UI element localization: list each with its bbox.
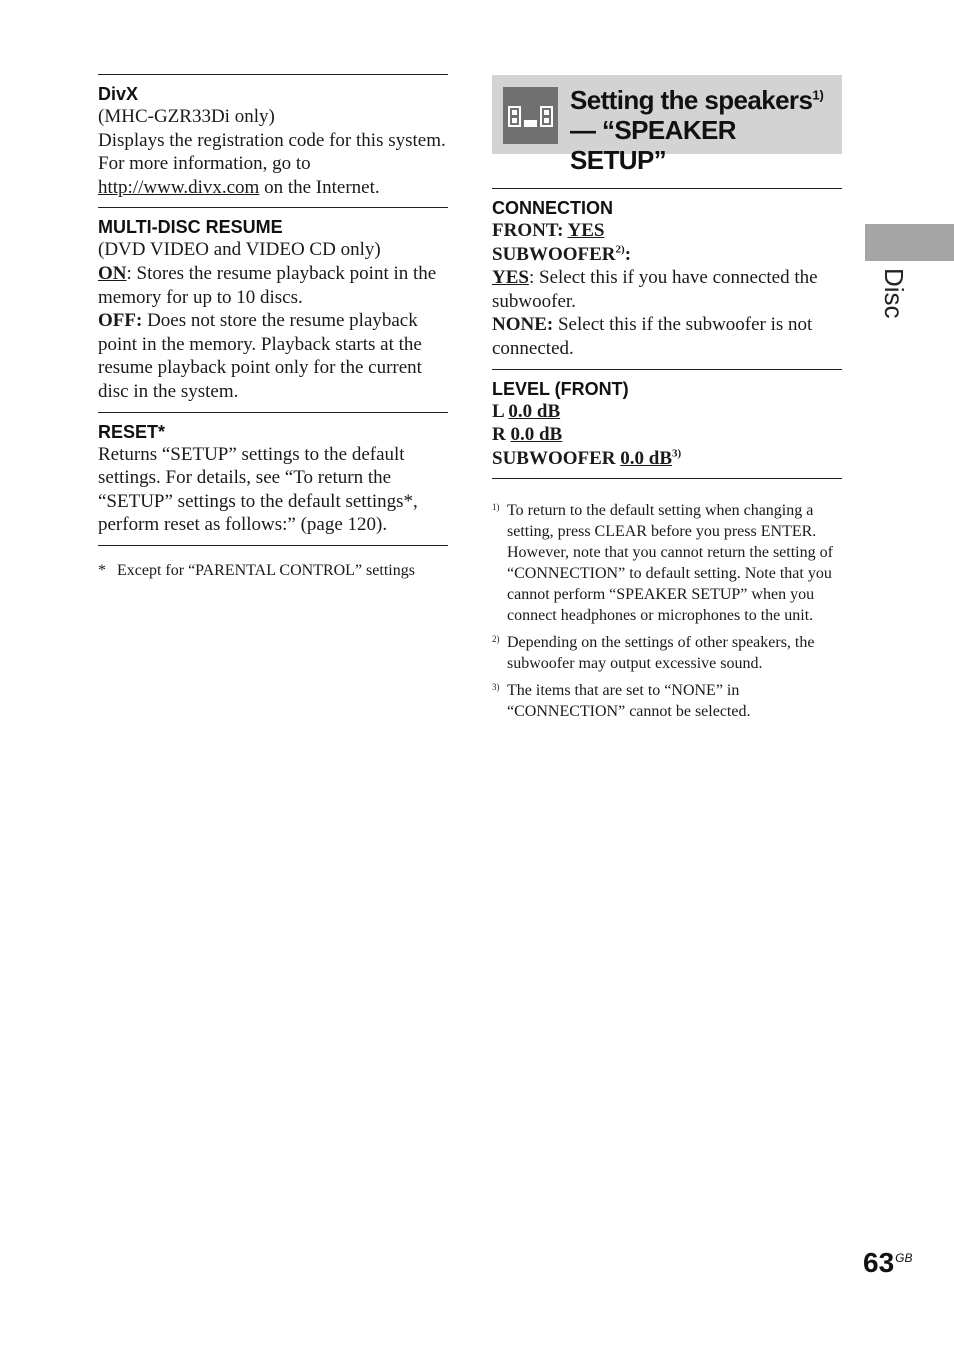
reset-section	[98, 412, 448, 546]
page-number-value: 63	[863, 1247, 895, 1278]
page-number	[863, 1247, 913, 1279]
footnote-1-mark: 1)	[492, 502, 500, 512]
front-label: FRONT:	[492, 220, 568, 241]
level-sub-footnote-ref: 3)	[672, 447, 682, 460]
multidisc-scope: (DVD VIDEO and VIDEO CD only)	[98, 239, 381, 261]
none-label: NONE:	[492, 314, 554, 336]
reset-description: Returns “SETUP” settings to the default settings. For details, see “To return the “SETUP” settings to the default settings*, perform reset as follows:” (page 120).	[98, 443, 418, 536]
footnote-mark: *	[98, 561, 106, 579]
on-default-label: ON	[98, 262, 127, 284]
connection-none-option	[492, 313, 842, 360]
divx-heading: DivX	[98, 84, 139, 104]
level-r-value: 0.0 dB	[510, 424, 563, 446]
chapter-tab-marker	[865, 224, 954, 261]
none-description: Select this if the subwoofer is not connected.	[492, 314, 813, 359]
multidisc-on-option	[98, 262, 448, 309]
footnote-1	[492, 500, 842, 626]
level-l-value: 0.0 dB	[508, 400, 561, 422]
reset-heading: RESET*	[98, 421, 166, 442]
multidisc-section	[98, 207, 448, 411]
reset-footnote	[98, 546, 448, 581]
section-title-box	[492, 75, 842, 175]
yes-label: YES	[492, 267, 529, 289]
divx-section	[98, 74, 448, 207]
footnote-3-mark: 3)	[492, 682, 500, 692]
chapter-tab-label: Disc	[879, 268, 909, 319]
connection-heading: CONNECTION	[492, 198, 613, 218]
level-right	[492, 423, 842, 447]
divx-more-info	[98, 152, 448, 199]
title-text: Setting the speakers	[570, 85, 813, 115]
right-column	[492, 188, 842, 479]
level-sub-value: 0.0 dB	[620, 447, 673, 469]
level-left	[492, 400, 842, 424]
divx-link[interactable]: http://www.divx.com	[98, 176, 260, 198]
left-speaker-icon	[508, 106, 521, 127]
divx-description: Displays the registration code for this system.	[98, 129, 446, 151]
page-region-suffix: GB	[895, 1250, 913, 1265]
level-subwoofer	[492, 447, 842, 471]
off-description: Does not store the resume playback point in the memory. Playback starts at the resume playback point only for the current disc in the system.	[98, 310, 422, 402]
level-section	[492, 369, 842, 480]
off-label: OFF:	[98, 310, 143, 332]
connection-yes-option	[492, 266, 842, 313]
connection-subwoofer	[492, 243, 842, 267]
level-sub-label: SUBWOOFER	[492, 447, 621, 469]
level-l-label: L	[492, 400, 509, 422]
right-speaker-icon	[540, 106, 553, 127]
footnote-text: Except for “PARENTAL CONTROL” settings	[117, 561, 415, 579]
connection-section	[492, 188, 842, 369]
subwoofer-label: SUBWOOFER	[492, 243, 616, 265]
level-heading: LEVEL (FRONT)	[492, 378, 629, 399]
yes-description: : Select this if you have connected the subwoofer.	[492, 267, 818, 312]
footnote-2-text: Depending on the settings of other speakers, the subwoofer may output excessive sound.	[507, 634, 815, 672]
left-column	[98, 74, 448, 581]
footnote-3-text: The items that are set to “NONE” in “CONNECTION” cannot be selected.	[507, 682, 751, 720]
title-line-1	[570, 85, 838, 115]
subwoofer-colon: :	[624, 243, 632, 265]
subwoofer-footnote-ref: 2)	[615, 243, 625, 256]
level-r-label: R	[492, 424, 511, 446]
divx-more-info-post: on the Internet.	[259, 176, 380, 198]
main-unit-icon	[524, 120, 537, 127]
footnote-3	[492, 680, 842, 722]
connection-front	[492, 219, 842, 243]
front-value: YES	[567, 220, 605, 241]
multidisc-heading: MULTI-DISC RESUME	[98, 217, 283, 238]
divx-more-info-pre: For more information, go to	[98, 153, 311, 175]
on-description: : Stores the resume playback point in the memory for up to 10 discs.	[98, 262, 437, 308]
title-footnote-ref: 1)	[812, 87, 824, 103]
section-title	[570, 85, 838, 175]
title-line-2: — “SPEAKER SETUP”	[570, 115, 736, 175]
divx-scope: (MHC-GZR33Di only)	[98, 106, 275, 127]
speaker-system-icon	[503, 87, 558, 144]
footnote-2	[492, 632, 842, 674]
footnotes	[492, 500, 842, 728]
footnote-1-text: To return to the default setting when changing a setting, press CLEAR before you press ENTER. However, note that you cannot return the setting of “CONNECTION” to default setting. Note that you cannot perform “SPEAKER SETUP” when you connect headphones or microphones to the unit.	[507, 502, 833, 624]
multidisc-off-option	[98, 309, 448, 403]
footnote-2-mark: 2)	[492, 634, 500, 644]
